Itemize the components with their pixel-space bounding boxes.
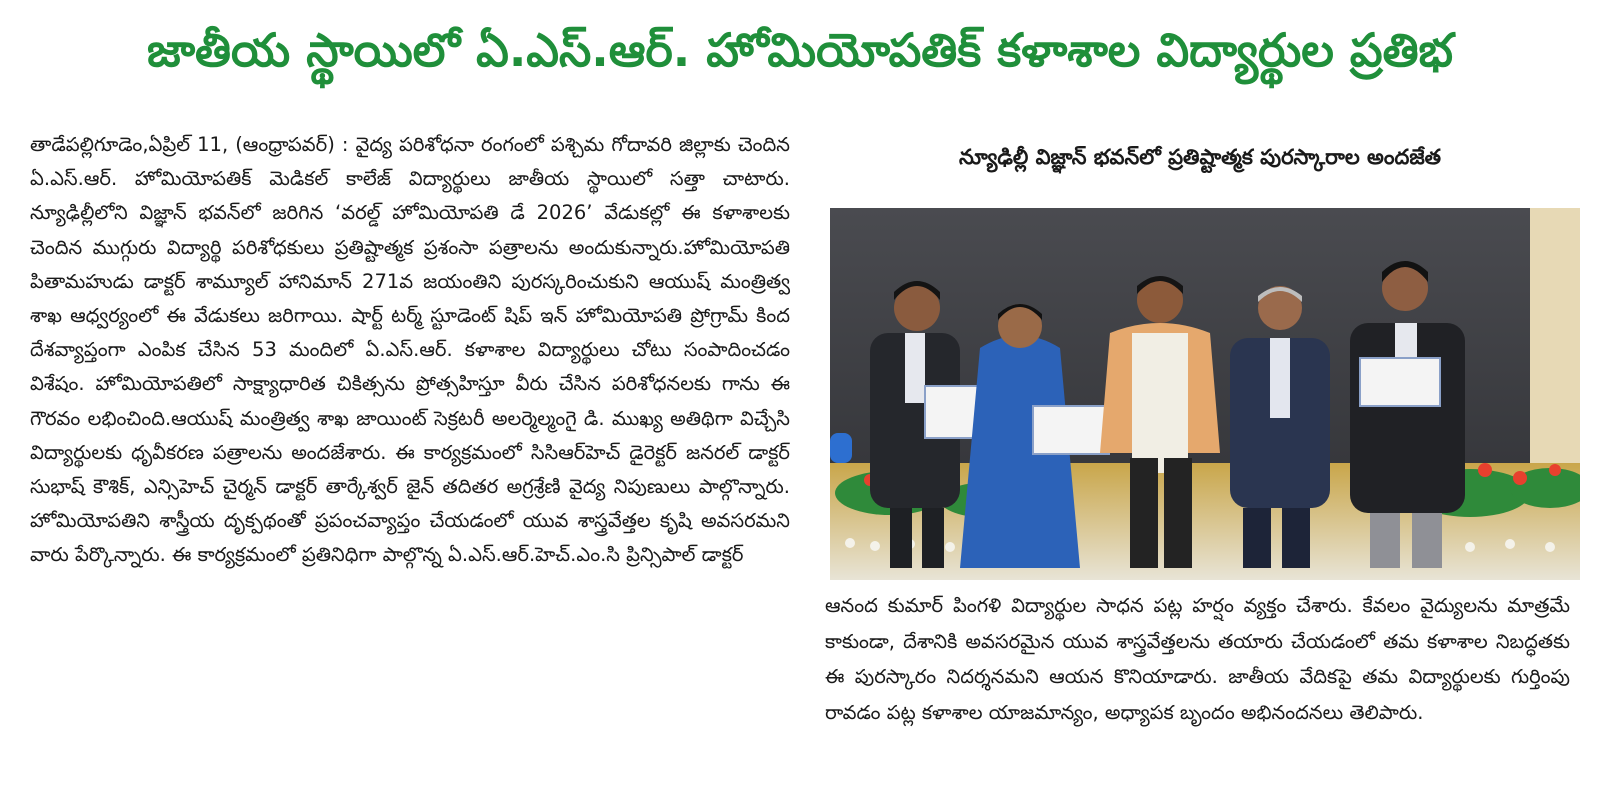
article-left-column bbox=[30, 128, 790, 573]
article-body-right: ఆనంద కుమార్ పింగళి విద్యార్థుల సాధన పట్ల హర్షం వ్యక్తం చేశారు. కేవలం వైద్యులను మాత్రమే కాకుండా, దేశానికి అవసరమైన యువ శాస్త్రవేత్తలను తయారు చేయడంలో తమ కళాశాల నిబద్ధతకు ఈ పురస్కారం నిదర్శనమని ఆయన కొనియాడారు. జాతీయ వేదికపై తమ విద్యార్థులకు గుర్తింపు రావడం పట్ల కళాశాల యాజమాన్యం, అధ్యాపక బృందం అభినందనలు తెలిపారు. bbox=[825, 594, 1570, 724]
article-right-column bbox=[825, 588, 1570, 730]
award-photo bbox=[830, 208, 1580, 580]
article-body-left: తాడేపల్లిగూడెం,ఏప్రిల్ 11, (ఆంధ్రాపవర్) : వైద్య పరిశోధనా రంగంలో పశ్చిమ గోదావరి జిల్లాకు చెందిన ఏ.ఎస్.ఆర్. హోమియోపతిక్ మెడికల్ కాలేజ్ విద్యార్థులు జాతీయ స్థాయిలో సత్తా చాటారు. న్యూఢిల్లీలోని విజ్ఞాన్ భవన్‌లో జరిగిన ‘వరల్డ్ హోమియోపతి డే 2026’ వేడుకల్లో ఈ కళాశాలకు చెందిన ముగ్గురు విద్యార్థి పరిశోధకులు ప్రతిష్టాత్మక ప్రశంసా పత్రాలను అందుకున్నారు.హోమియోపతి పితామహుడు డాక్టర్ శామ్యూల్ హానిమాన్ 271వ జయంతిని పురస్కరించుకుని ఆయుష్ మంత్రిత్వ శాఖ ఆధ్వర్యంలో ఈ వేడుకలు జరిగాయి. షార్ట్ టర్మ్ స్టూడెంట్ షిప్ ఇన్ హోమియోపతి ప్రోగ్రామ్ కింద దేశవ్యాప్తంగా ఎంపిక చేసిన 53 మందిలో ఏ.ఎస్.ఆర్. కళాశాల విద్యార్థులు చోటు సంపాదించడం విశేషం. హోమియోపతిలో సాక్ష్యాధారిత చికిత్సను ప్రోత్సహిస్తూ వీరు చేసిన పరిశోధనలకు గాను ఈ గౌరవం లభించింది.ఆయుష్ మంత్రిత్వ శాఖ జాయింట్ సెక్రటరీ అలర్మెల్మంగై డి. ముఖ్య అతిథిగా విచ్చేసి విద్యార్థులకు ధృవీకరణ పత్రాలను అందజేశారు. ఈ కార్యక్రమంలో సిసిఆర్‌హెచ్ డైరెక్టర్ జనరల్ డాక్టర్ సుభాష్ కౌశిక్, ఎన్సిహెచ్ చైర్మన్ డాక్టర్ తార్కేశ్వర్ జైన్ తదితర అగ్రశ్రేణి వైద్య నిపుణులు పాల్గొన్నారు. హోమియోపతిని శాస్త్రీయ దృక్పథంతో ప్రపంచవ్యాప్తం చేయడంలో యువ శాస్త్రవేత్తల కృషి అవసరమని వారు పేర్కొన్నారు. ఈ కార్యక్రమంలో ప్రతినిధిగా పాల్గొన్న ఏ.ఎస్.ఆర్.హెచ్.ఎం.సి ప్రిన్సిపాల్ డాక్టర్ bbox=[30, 133, 790, 567]
photo-caption: న్యూఢిల్లీ విజ్ఞాన్ భవన్‌లో ప్రతిష్టాత్మక పురస్కారాల అందజేత bbox=[958, 145, 1442, 169]
headline: జాతీయ స్థాయిలో ఏ.ఎస్.ఆర్. హోమియోపతిక్ కళాశాల విద్యార్థుల ప్రతిభ bbox=[146, 23, 1454, 77]
